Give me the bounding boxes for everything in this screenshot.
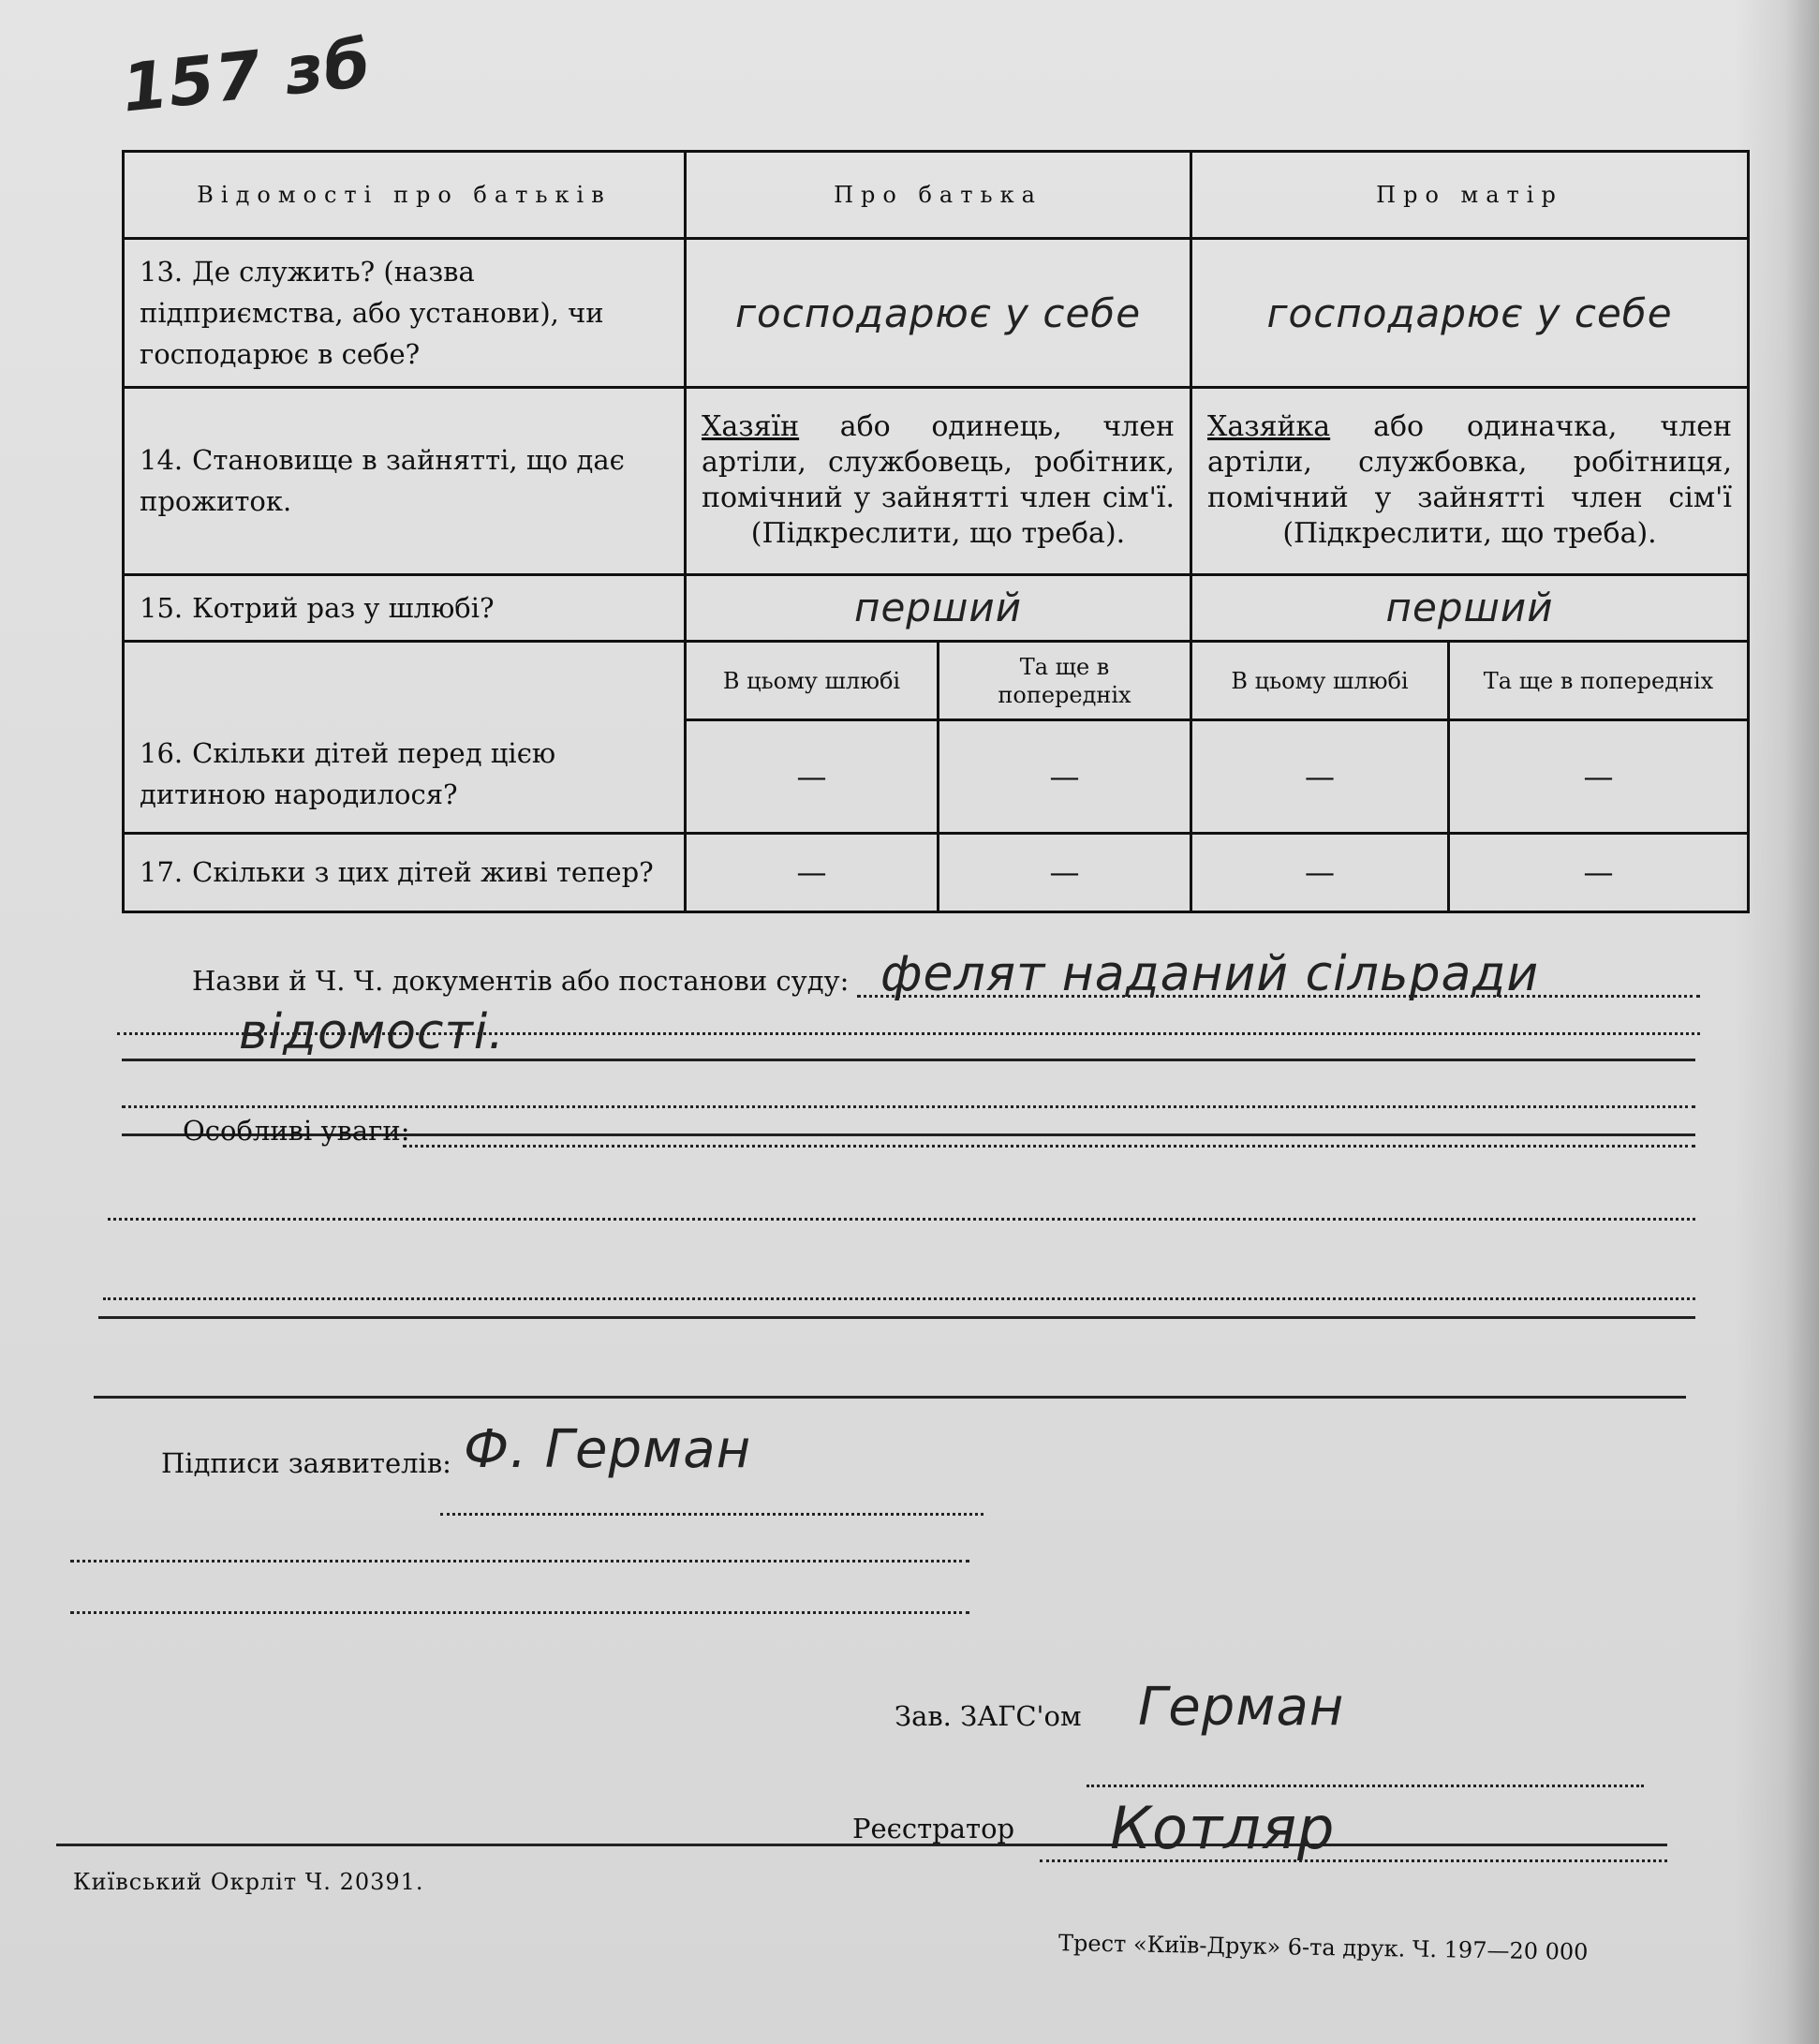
documents-handwritten-2: відомості. [239,1004,505,1060]
zags-head-signature: Герман [1138,1677,1345,1738]
father-subheader-previous: Та ще в попередніх [939,642,1191,720]
children-alive-mother-this: — [1191,833,1449,911]
footer-rule [56,1844,1667,1846]
applicant-signature-line-3 [70,1611,969,1614]
applicant-signatures-label: Підписи заявителів: [161,1447,451,1479]
table-row-13 [124,239,1749,388]
children-born-father-this: — [686,720,939,834]
remarks-line-1 [403,1145,1695,1148]
mother-subheader-this-marriage: В цьому шлюбі [1191,642,1449,720]
table-row-14 [124,388,1749,575]
header-about-mother: Про матір [1191,152,1749,239]
documents-rule-1 [122,1059,1695,1061]
applicant-signature-line-1 [440,1513,983,1516]
question-17: 17. Скільки з цих дітей живі тепер? [124,833,686,911]
documents-handwritten-1: фелят наданий сільради [880,946,1540,1002]
remarks-rule-1 [98,1316,1695,1319]
mother-workplace-answer: господарює у себе [1191,239,1749,388]
printer-note-left: Київський Окрліт Ч. 20391. [73,1869,424,1895]
question-13: 13. Де служить? (назва підприємства, або установи), чи господарює в себе? [124,239,686,388]
remarks-line-3 [103,1297,1695,1300]
remarks-rule-2 [94,1396,1686,1399]
archive-number: 157 зб [118,24,375,127]
father-workplace-answer: господарює у себе [686,239,1191,388]
question-15: 15. Котрий раз у шлюбі? [124,574,686,641]
documents-label: Назви й Ч. Ч. документів або постанови суду: [192,965,850,997]
zags-head-line [1087,1785,1644,1787]
parents-info-table [122,150,1750,913]
printer-note-right: Трест «Київ-Друк» 6-та друк. Ч. 197—20 000 [1057,1930,1589,1965]
children-born-father-previous: — [939,720,1191,834]
father-occupation-options: Хазяїн або одинець, член артіли, службовець, робітник, помічний у зайнятті член сім'ї. (Підкреслити, що треба). [686,388,1191,575]
children-alive-father-previous: — [939,833,1191,911]
zags-head-label: Зав. ЗАГС'ом [895,1700,1082,1732]
father-subheader-this-marriage: В цьому шлюбі [686,642,939,720]
father-underlined-option: Хазяїн [702,410,800,444]
children-born-mother-previous: — [1449,720,1749,834]
mother-occupation-options: Хазяйка або одиначка, член артіли, службовка, робітниця, помічний у зайнятті член сім'ї (Підкреслити, що треба). [1191,388,1749,575]
question-16: 16. Скільки дітей перед цією дитиною народилося? [124,642,686,834]
applicant-signature-line-2 [70,1560,969,1563]
children-alive-mother-previous: — [1449,833,1749,911]
mother-subheader-previous: Та ще в попередніх [1449,642,1749,720]
father-marriage-count: перший [686,574,1191,641]
registrar-line [1040,1859,1667,1862]
table-row-17 [124,833,1749,911]
documents-line-3 [122,1105,1695,1108]
applicant-signature: Ф. Герман [464,1419,752,1480]
table-subheader-row [124,642,1749,720]
mother-underlined-option: Хазяйка [1207,410,1331,444]
remarks-label: Особливі уваги: [183,1115,410,1147]
registrar-label: Реєстратор [852,1813,1015,1844]
table-row-15 [124,574,1749,641]
children-alive-father-this: — [686,833,939,911]
header-about-father: Про батька [686,152,1191,239]
question-14: 14. Становище в зайнятті, що дає прожиток. [124,388,686,575]
remarks-line-2 [108,1218,1695,1221]
registrar-signature: Котляр [1110,1794,1336,1862]
header-info-about-parents: Відомості про батьків [124,152,686,239]
documents-line-2 [117,1032,1700,1035]
table-header-row [124,152,1749,239]
children-born-mother-this: — [1191,720,1449,834]
mother-marriage-count: перший [1191,574,1749,641]
